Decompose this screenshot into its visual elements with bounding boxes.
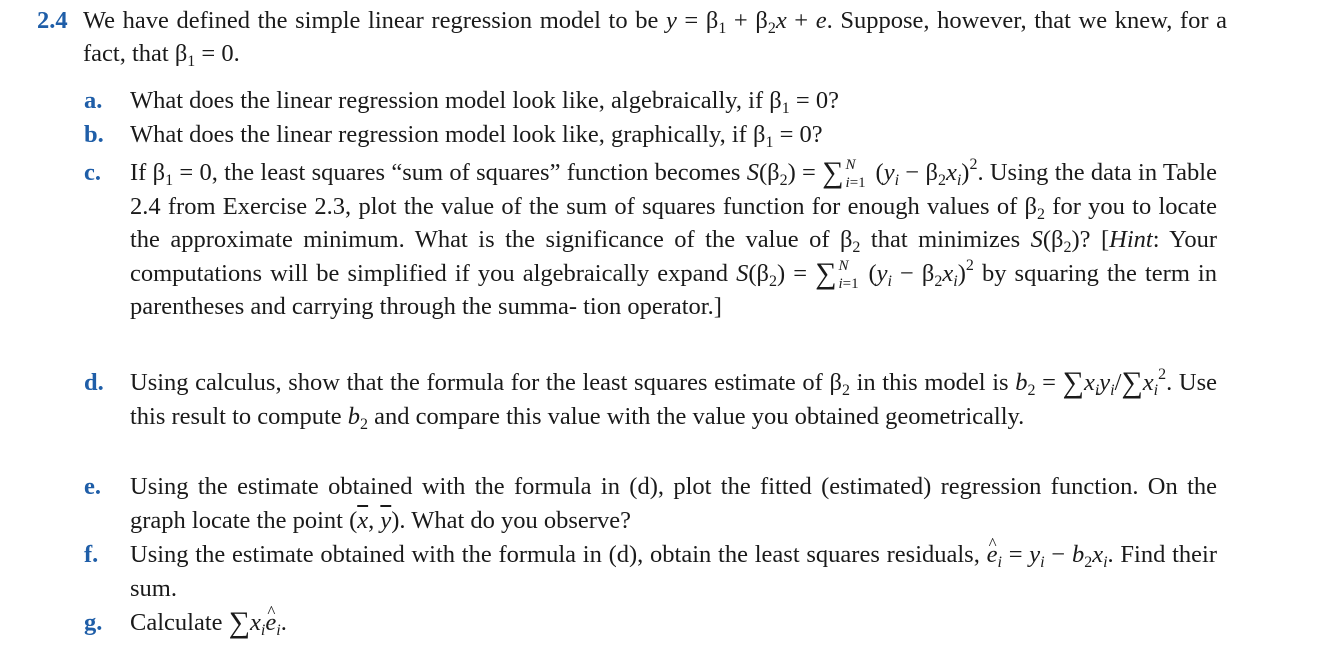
exercise-intro: We have defined the simple linear regression model to be $y = \beta_1 + \beta_2x + e$. Suppose, however, that we knew, for a fact, that $\beta_1 = 0$. bbox=[83, 7, 1227, 70]
part-label: d. bbox=[84, 369, 104, 396]
part-c bbox=[84, 156, 1217, 324]
exercise-number: 2.4 bbox=[37, 7, 68, 34]
part-label: c. bbox=[84, 159, 101, 186]
part-a bbox=[84, 84, 1217, 118]
part-b bbox=[84, 118, 1217, 152]
part-text: What does the linear regression model look like, graphically, if $\beta_1 = 0$? bbox=[130, 121, 823, 151]
part-f bbox=[84, 538, 1217, 605]
part-label: g. bbox=[84, 609, 103, 636]
part-text: What does the linear regression model look like, algebraically, if $\beta_1 = 0$? bbox=[130, 87, 839, 117]
part-e bbox=[84, 470, 1217, 537]
part-text: Calculate $\sum x_i\^{}$ $e_i$. bbox=[84, 606, 1217, 640]
part-label: b. bbox=[84, 121, 104, 148]
part-text: Using calculus, show that the formula for the least squares estimate of $\beta_2$ in this model is $b_2 = \sum x_iy_i/\sum x_i^2$. Use this result to compute $b_2$ and compare this value with the value you obtained geometrically. bbox=[130, 366, 1217, 433]
part-label: e. bbox=[84, 473, 101, 500]
part-text: Using the estimate obtained with the formula in (d), plot the fitted (estimated) regression function. On the graph locate the point ($\overline{x}$, $\overline{y}$). What do you observe? bbox=[130, 473, 1217, 534]
part-text: Using the estimate obtained with the formula in (d), obtain the least squares residuals, ^ $e_i = y_i - b_2x_i$. Find their sum. bbox=[84, 538, 1217, 605]
exercise-header bbox=[37, 4, 1227, 70]
part-label: f. bbox=[84, 541, 99, 568]
part-d bbox=[84, 366, 1217, 433]
part-label: a. bbox=[84, 87, 103, 114]
part-text: If $\beta_1 = 0$, the least squares “sum of squares” function becomes $S(\beta_2)$ = ∑ N i=1 $(y_i - \beta_2x_i)^2$. Using the data in Table 2.4 from Exercise 2.3, plot the value of the sum of squares function for enough values of $\beta_2$ for you to locate the approximate minimum. What is the significance of the value of $\beta_2$ that minimizes $S(\beta_2)$? [Hint: Your computations will be simplified if you algebraically expand $S(\beta_2)$ = ∑ N i=1 $(y_i - \beta_2x_i)^2$ by squaring the term in parentheses and carrying through the summa- tion operator.] bbox=[130, 156, 1217, 320]
part-g bbox=[84, 606, 1217, 640]
